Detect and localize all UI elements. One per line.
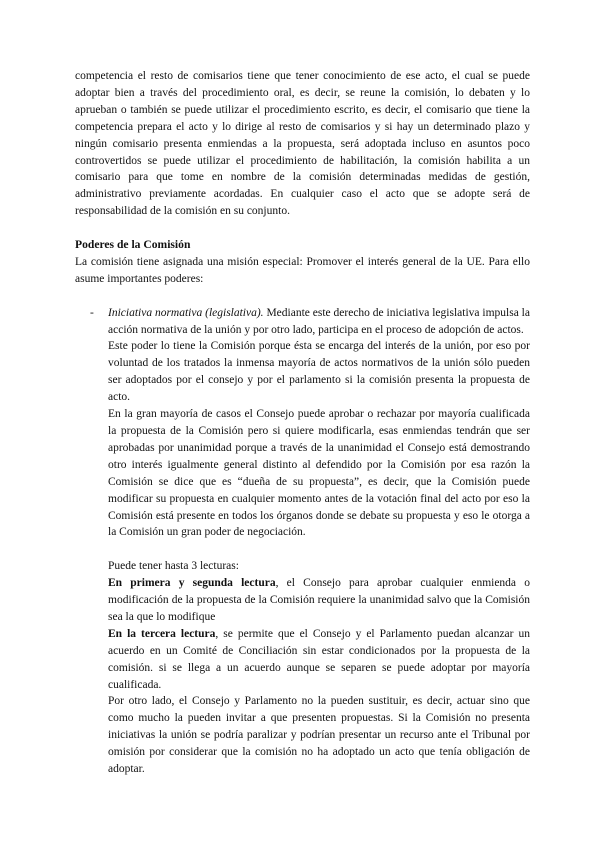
bullet-paragraph-1: [108, 305, 530, 339]
intro-paragraph: competencia el resto de comisarios tiene que tener conocimiento de ese acto, el cual se puede adoptar bien a través del procedimiento oral, es decir, se reune la comisión, lo debaten y lo aprueban o también se puede utilizar el procedimiento escrito, es decir, el comisario que tiene la competencia prepara el acto y lo dirige al resto de comisarios y si hay un determinado plazo y ningún comisario presenta enmiendas a la propuesta, será adoptada incluso en asuntos poco controvertidos se puede utilizar el procedimiento de habilitación, la comisión habilita a un comisario para que tome en nombre de la comisión determinadas medidas de gestión, administrativo previamente acordadas. En cualquier caso el acto que se adopte será de responsabilidad de la comisión en su conjunto.: [75, 70, 530, 218]
bullet-item: [90, 305, 530, 542]
section-heading: Poderes de la Comisión: [75, 238, 191, 252]
readings-third-text: , se permite que el Consejo y el Parlamento puedan alcanzar un acuerdo en un Comité de Conciliación sin estar condicionados por la propuesta de la comisión. si se llega a un acuerdo aunque se separen se puede adoptar por mayoría cualificada.: [108, 627, 530, 691]
readings-first-text: , el Consejo para aprobar cualquier enmienda o modificación de la propuesta de la Comisión requiere la unanimidad salvo que la Comisión sea la que lo modifique: [108, 577, 530, 623]
readings-third: [108, 626, 530, 694]
bullet-p1-text: Mediante este derecho de iniciativa legislativa impulsa la acción normativa de la unión y por otro lado, participa en el proceso de adopción de actos.: [108, 306, 530, 336]
readings-intro: Puede tener hasta 3 lecturas:: [108, 560, 239, 573]
readings-first-bold: En primera y segunda lectura: [108, 577, 276, 590]
bullet-paragraph-2: Este poder lo tiene la Comisión porque ésta se encarga del interés de la unión, por eso por voluntad de los tratados la inmensa mayoría de actos normativos de la unión sólo pueden ser adoptados por el consejo y por el parlamento si la comisión presenta la propuesta de acto.: [108, 340, 530, 404]
spacer: [75, 541, 530, 558]
document-page: [75, 68, 530, 778]
bullet-dash: -: [90, 306, 94, 319]
bullet-paragraph-3: En la gran mayoría de casos el Consejo puede aprobar o rechazar por mayoría cualificada la propuesta de la Comisión pero si quiere modificarla, esas enmiendas tendrán que ser aprobadas por unanimidad porque a través de la unanimidad el Consejo está demostrando otro interés igualmente general distinto al defendido por la Comisión por esa razón la Comisión se dice que es “dueña de su propuesta”, es decir, que la Comisión puede modificar su propuesta en cualquier momento antes de la votación final del acto por eso la Comisión está presente en todos los órganos donde se debate su propuesta y eso le otorga a la Comisión un gran poder de negociación.: [108, 408, 530, 539]
spacer: [75, 220, 530, 237]
readings-closing: Por otro lado, el Consejo y Parlamento no la pueden sustituir, es decir, actuar sino que como mucho la pueden invitar a que presenten propuestas. Si la Comisión no presenta iniciativas la unión se podría paralizar y podrían presentar un recurso ante el Tribunal por omisión por considerar que la comisión no ha adoptado un acto que tenía obligación de adoptar.: [108, 695, 530, 776]
readings-third-bold: En la tercera lectura: [108, 627, 216, 640]
readings-block: [108, 558, 530, 778]
spacer: [75, 288, 530, 305]
readings-first: [108, 575, 530, 626]
bullet-title: Iniciativa normativa (legislativa).: [108, 306, 264, 319]
section-lead: La comisión tiene asignada una misión especial: Promover el interés general de la UE. Para ello asume importantes poderes:: [75, 255, 530, 285]
